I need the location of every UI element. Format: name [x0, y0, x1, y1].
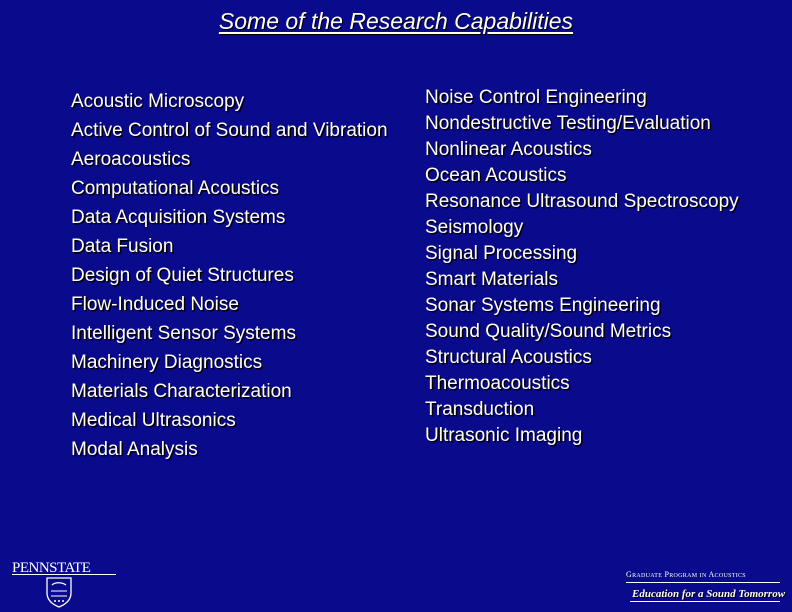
capability-item: Modal Analysis: [71, 439, 198, 460]
slide-title: Some of the Research Capabilities: [218, 8, 574, 34]
capability-item: Intelligent Sensor Systems: [71, 323, 296, 344]
capability-item: Nonlinear Acoustics: [425, 139, 592, 160]
capability-item: Sonar Systems Engineering: [425, 295, 661, 316]
tagline-underline: [630, 601, 780, 602]
capability-item: Design of Quiet Structures: [71, 265, 294, 286]
right-capabilities-list: [425, 85, 785, 449]
capability-item: Flow-Induced Noise: [71, 294, 239, 315]
capability-item: Smart Materials: [425, 269, 559, 290]
capability-item: Medical Ultrasonics: [71, 410, 236, 431]
capability-item: Sound Quality/Sound Metrics: [425, 321, 672, 342]
capability-item: Seismology: [425, 217, 524, 238]
penn-state-shield-icon: [46, 576, 72, 608]
penn-state-logo: [12, 556, 122, 612]
left-capabilities-list: [71, 89, 391, 466]
capability-item: Ultrasonic Imaging: [425, 425, 583, 446]
tagline: Education for a Sound Tomorrow: [632, 588, 786, 600]
capability-item: Structural Acoustics: [425, 347, 592, 368]
program-name: Graduate Program in Acoustics: [626, 570, 746, 579]
capability-item: Materials Characterization: [71, 381, 292, 402]
capability-item: Resonance Ultrasound Spectroscopy: [425, 191, 739, 212]
capability-item: Aeroacoustics: [71, 149, 191, 170]
logo-divider: [12, 574, 116, 575]
capability-item: Computational Acoustics: [71, 178, 280, 199]
capability-item: Machinery Diagnostics: [71, 352, 263, 373]
capability-item: Transduction: [425, 399, 535, 420]
logo-text: PENNSTATE: [12, 560, 91, 576]
capability-item: Nondestructive Testing/Evaluation: [425, 113, 711, 134]
program-footer: [626, 570, 786, 602]
capability-item: Data Acquisition Systems: [71, 207, 286, 228]
program-divider: [626, 582, 780, 583]
capability-item: Ocean Acoustics: [425, 165, 567, 186]
capability-item: Thermoacoustics: [425, 373, 570, 394]
capability-item: Data Fusion: [71, 236, 174, 257]
capability-item: Acoustic Microscopy: [71, 91, 245, 112]
capability-item: Active Control of Sound and Vibration: [71, 120, 388, 141]
capability-item: Signal Processing: [425, 243, 578, 264]
capability-item: Noise Control Engineering: [425, 87, 647, 108]
